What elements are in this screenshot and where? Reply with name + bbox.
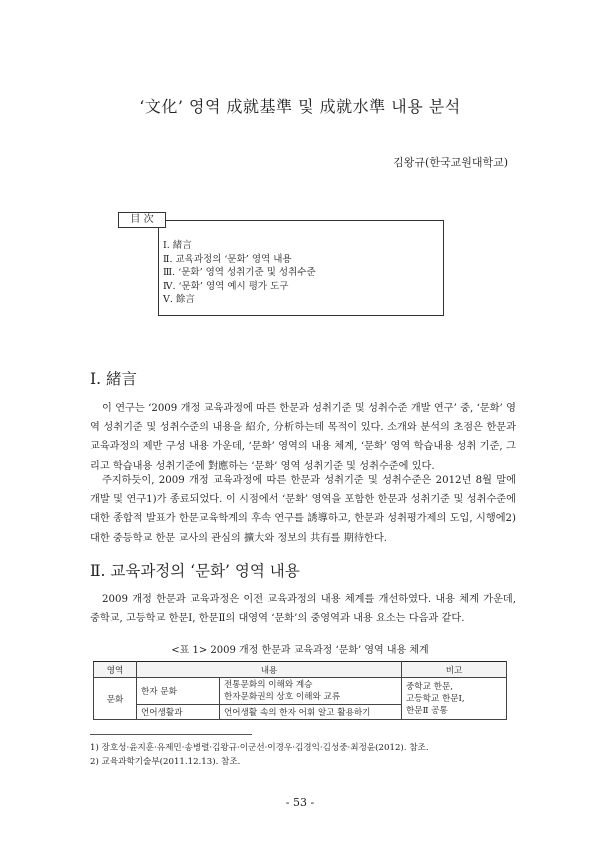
- section2-paragraph-1: 2009 개정 한문과 교육과정은 이전 교육과정의 내용 체계를 개선하였다. 내용 체계 가운데, 중학교, 고등학교 한문Ⅰ, 한문Ⅱ의 대영역 ‘문화’의 중영역과 내용 요소는 다음과 같다.: [90, 594, 516, 625]
- cell-sub1-items: [220, 678, 402, 705]
- content-table: [93, 661, 507, 720]
- sub1-item-1: 전통문화의 이해와 계승: [224, 680, 313, 690]
- author-affiliation: 김왕규(한국교원대학교): [393, 156, 508, 169]
- section1-paragraph-2: 주지하듯이, 2009 개정 교육과정에 따른 한문과 성취기준 및 성취수준은 2012년 8월 말에 개발 및 연구1)가 종료되었다. 이 시점에서 ‘문화’ 영역을 포함한 한문과 성취기준 및 성취수준에 대한 종합적 발표가 한문교육학계의 후속 연구를 誘導하고, 한문과 성취평가제의 도입, 시행에2) 대한 중등학교 한문 교사의 관심의 擴大와 정보의 共有를 期待한다.: [90, 475, 516, 544]
- toc-list: [163, 239, 316, 307]
- header-area: 영역: [94, 662, 137, 678]
- toc-item-3: Ⅲ. ‘문화’ 영역 성취기준 및 성취수준: [163, 267, 316, 278]
- cell-sub2-item: 언어생활 속의 한자 어휘 알고 활용하기: [220, 705, 402, 720]
- footnote-divider: [90, 734, 252, 735]
- cell-sub1: 한자 문화: [137, 678, 220, 705]
- table-row: [94, 678, 507, 705]
- section-heading-1: Ⅰ. 緒言: [90, 370, 137, 388]
- note-line-1: 중학교 한문,: [406, 681, 453, 692]
- page-number: - 53 -: [285, 796, 315, 809]
- sub1-item-2: 한자문화권의 상호 이해와 교류: [224, 692, 341, 702]
- table-header-row: [94, 662, 507, 678]
- paper-title: ‘文化’ 영역 成就基準 및 成就水準 내용 분석: [139, 97, 461, 116]
- note-line-2: 고등학교 한문Ⅰ,: [406, 693, 465, 704]
- footnote-2: 2) 교육과학기술부(2011.12.13). 참조.: [90, 757, 241, 767]
- cell-note: [402, 678, 507, 720]
- section-heading-2: Ⅱ. 교육과정의 ‘문화’ 영역 내용: [90, 562, 300, 580]
- toc-item-4: Ⅳ. ‘문화’ 영역 예시 평가 도구: [163, 280, 289, 292]
- toc-header: 目 次: [118, 212, 166, 228]
- header-note: 비고: [402, 662, 507, 678]
- cell-area: 문화: [94, 678, 137, 720]
- toc-item-1: Ⅰ. 緒言: [163, 240, 192, 251]
- toc-item-2: Ⅱ. 교육과정의 ‘문화’ 영역 내용: [163, 253, 292, 265]
- header-content: 내용: [137, 662, 402, 678]
- cell-sub2: 언어생활과: [137, 705, 220, 720]
- toc-item-5: Ⅴ. 餘言: [163, 294, 195, 305]
- note-line-3: 한문Ⅱ 공통: [406, 705, 448, 716]
- table-caption: <표 1> 2009 개정 한문과 교육과정 ‘문화’ 영역 내용 체계: [171, 645, 429, 656]
- section1-paragraph-1: 이 연구는 ‘2009 개정 교육과정에 따른 한문과 성취기준 및 성취수준 개발 연구’ 중, ‘문화’ 영역 성취기준 및 성취수준의 내용을 紹介, 分析하는데 목적이 있다. 소개와 분석의 초점은 한문과 교육과정의 제반 구성 내용 가운데, ‘문화’ 영역의 내용 체계, ‘문화’ 영역 학습내용 성취 기준, 그리고 학습내용 성취기준에 對應하는 ‘문화’ 영역 성취기준 및 성취수준에 있다.: [90, 403, 516, 472]
- footnote-1: 1) 장호성·윤지훈·유제민·송병렬·김왕규·이군선·이경우·김경익·김성중·최정윤(2012). 참조.: [90, 743, 429, 753]
